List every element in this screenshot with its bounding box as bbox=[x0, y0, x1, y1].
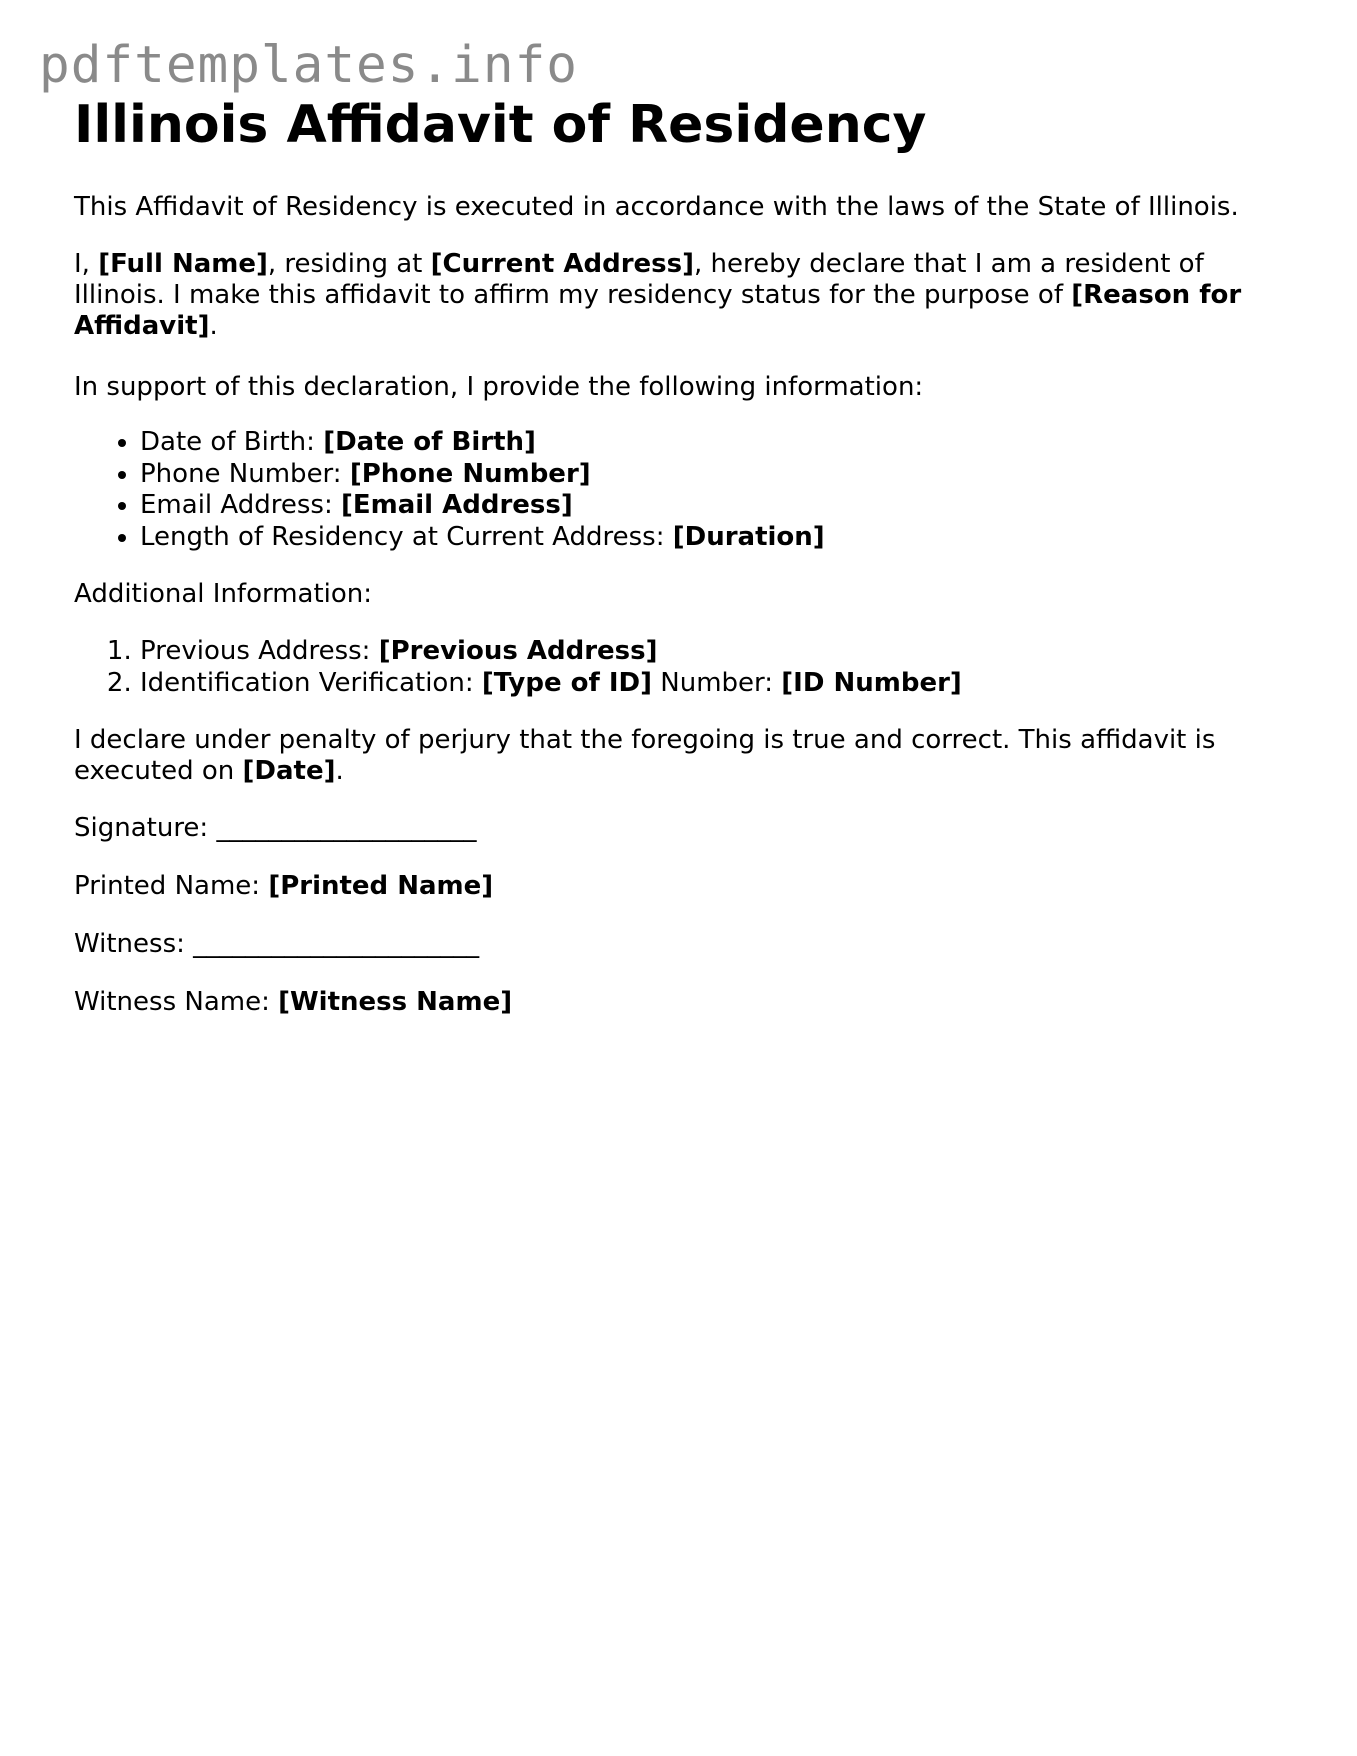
printed-name-placeholder: [Printed Name] bbox=[268, 871, 494, 902]
info-label: Previous Address: bbox=[140, 636, 379, 667]
declaration-text: , hereby declare that I am a resident of Illinois. I make this affidavit to affirm my residency status for the purpose of bbox=[74, 249, 1204, 311]
info-label: Identification Verification: bbox=[140, 667, 482, 698]
declaration-paragraph bbox=[74, 249, 1274, 342]
list-item bbox=[140, 668, 1274, 700]
declaration-text: I, bbox=[74, 249, 99, 280]
info-label: Length of Residency at Current Address: bbox=[140, 521, 673, 552]
date-of-birth-placeholder: [Date of Birth] bbox=[323, 427, 536, 458]
witness-label: Witness: bbox=[74, 929, 194, 960]
printed-name-line bbox=[74, 871, 1274, 902]
current-address-placeholder: [Current Address] bbox=[430, 249, 695, 280]
declaration-text: . bbox=[209, 311, 218, 342]
perjury-paragraph bbox=[74, 725, 1274, 787]
witness-name-label: Witness Name: bbox=[74, 987, 279, 1018]
previous-address-placeholder: [Previous Address] bbox=[378, 636, 658, 667]
full-name-placeholder: [Full Name] bbox=[98, 249, 268, 280]
info-label: Number: bbox=[652, 667, 782, 698]
info-label: Email Address: bbox=[140, 490, 341, 521]
reason-placeholder: [Reason for Affidavit] bbox=[74, 280, 1242, 342]
list-item bbox=[140, 427, 1274, 459]
printed-name-label: Printed Name: bbox=[74, 871, 269, 902]
list-item bbox=[140, 636, 1274, 668]
page-title: Illinois Affidavit of Residency bbox=[74, 95, 927, 155]
perjury-text: I declare under penalty of perjury that the foregoing is true and correct. This affidavit is executed on bbox=[74, 725, 1216, 787]
additional-heading: Additional Information: bbox=[74, 579, 373, 610]
signature-label: Signature: bbox=[74, 813, 217, 844]
intro-paragraph: This Affidavit of Residency is executed in accordance with the laws of the State of Illinois. bbox=[74, 192, 1239, 223]
id-number-placeholder: [ID Number] bbox=[781, 667, 962, 698]
perjury-text: . bbox=[335, 756, 344, 787]
witness-name-line bbox=[74, 987, 1274, 1018]
witness-name-placeholder: [Witness Name] bbox=[278, 987, 513, 1018]
list-item bbox=[140, 522, 1274, 554]
witness-blank: ______________________ bbox=[193, 929, 480, 960]
info-label: Phone Number: bbox=[140, 458, 350, 489]
id-type-placeholder: [Type of ID] bbox=[481, 667, 653, 698]
duration-placeholder: [Duration] bbox=[672, 521, 825, 552]
support-intro: In support of this declaration, I provide the following information: bbox=[74, 372, 924, 403]
date-placeholder: [Date] bbox=[242, 756, 336, 787]
witness-line bbox=[74, 929, 1274, 960]
signature-blank: ____________________ bbox=[216, 813, 477, 844]
info-label: Date of Birth: bbox=[140, 427, 324, 458]
list-item bbox=[140, 459, 1274, 491]
signature-line bbox=[74, 813, 1274, 844]
additional-list bbox=[74, 636, 1274, 699]
phone-number-placeholder: [Phone Number] bbox=[349, 458, 591, 489]
email-address-placeholder: [Email Address] bbox=[340, 490, 573, 521]
watermark: pdftemplates.info bbox=[39, 36, 578, 95]
info-list bbox=[74, 427, 1274, 553]
declaration-text: , residing at bbox=[267, 249, 431, 280]
document-body bbox=[74, 94, 1274, 1018]
list-item bbox=[140, 490, 1274, 522]
